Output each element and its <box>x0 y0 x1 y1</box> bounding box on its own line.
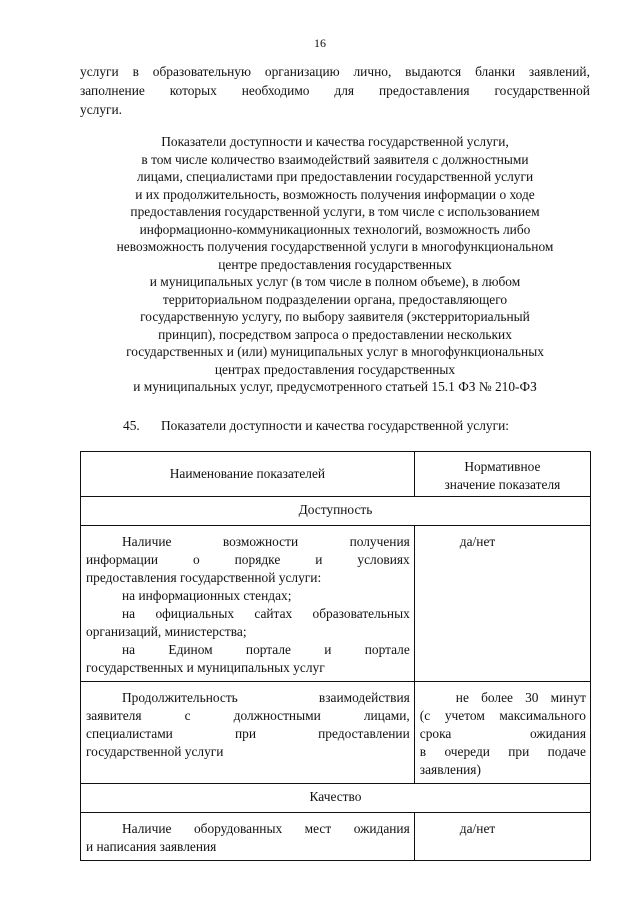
header-indicator-name: Наименование показателей <box>81 452 415 497</box>
word: лицами, <box>363 708 410 723</box>
word: более <box>481 690 513 705</box>
heading-line: территориальном подразделении органа, предоставляющего <box>162 291 508 307</box>
word: на <box>122 606 136 621</box>
word: заявителя <box>86 708 142 723</box>
word: при <box>508 744 530 759</box>
word: заявлений, <box>528 64 590 79</box>
word: в <box>132 64 139 79</box>
text-line <box>86 605 410 623</box>
intro-line <box>80 81 590 100</box>
word: для <box>334 83 355 98</box>
heading-line: и их продолжительность, возможность получения информации о ходе <box>135 186 535 202</box>
word: и <box>315 552 323 567</box>
text-line <box>86 551 410 569</box>
header-line: значение показателя <box>444 477 561 492</box>
heading-line: государственных и (или) муниципальных услуг в многофункциональных <box>126 344 544 359</box>
text-line: предоставления государственной услуги: <box>86 570 322 585</box>
word: (с <box>419 708 431 723</box>
heading-line: центрах предоставления государственных <box>214 361 456 377</box>
word: необходимо <box>241 83 310 98</box>
word: ожидания <box>353 821 410 836</box>
item-title: Показатели доступности и качества государственной услуги: <box>161 418 509 433</box>
category-row <box>81 497 591 526</box>
word: бланки <box>475 64 516 79</box>
heading-line: в том числе количество взаимодействий заявителя с должностными <box>141 151 529 167</box>
header-line: Нормативное <box>464 459 541 474</box>
text-line <box>86 707 410 725</box>
heading-line: принцип), посредством запроса о предоставлении нескольких <box>158 326 512 342</box>
intro-line <box>80 100 590 119</box>
word: которых <box>169 83 217 98</box>
value-cell <box>414 682 590 784</box>
value-line <box>420 725 586 743</box>
word: портале <box>245 642 291 657</box>
text-line <box>86 533 410 551</box>
header-normative-value <box>414 452 590 497</box>
word: услуги <box>80 64 119 79</box>
heading-line: Показатели доступности и качества государственной услуги, <box>161 134 509 149</box>
word: сайтах <box>254 606 293 621</box>
word: условиях <box>357 552 410 567</box>
word: с <box>184 708 191 723</box>
word: получения <box>349 534 410 549</box>
word: о <box>192 552 200 567</box>
word: организацию <box>264 64 340 79</box>
word: минут <box>550 690 586 705</box>
item-number: 45. <box>123 418 140 433</box>
word: не <box>455 690 469 705</box>
table-row <box>81 526 591 682</box>
word: государственной <box>494 83 590 98</box>
word: взаимодействия <box>318 690 410 705</box>
indicators-table <box>80 451 591 861</box>
word: информации <box>86 552 159 567</box>
intro-line <box>80 62 590 81</box>
table-row <box>81 813 591 861</box>
value-text: да/нет <box>459 534 496 549</box>
heading-line: центре предоставления государственных <box>218 256 452 272</box>
word: выдаются <box>405 64 462 79</box>
text-line: государственных и муниципальных услуг <box>86 660 325 675</box>
word: Наличие <box>122 821 172 836</box>
table-row <box>81 682 591 784</box>
word: максимального <box>499 708 586 723</box>
value-line <box>420 743 586 761</box>
word: оборудованных <box>193 821 283 836</box>
value-line: заявления) <box>419 762 481 777</box>
word: лично, <box>353 64 392 79</box>
category-quality: Качество <box>81 784 591 813</box>
category-row <box>81 784 591 813</box>
word: образовательную <box>152 64 252 79</box>
heading-line: и муниципальных услуг (в том числе в полном объеме), в любом <box>149 274 521 289</box>
text-line <box>86 725 410 743</box>
text-line: организаций, министерства; <box>86 624 247 639</box>
intro-paragraph <box>80 62 590 119</box>
word: срока <box>419 726 452 741</box>
text-line <box>86 689 410 707</box>
value-cell <box>414 526 590 682</box>
value-line <box>420 689 586 707</box>
word: услуги. <box>80 102 123 117</box>
word: предоставлении <box>318 726 410 741</box>
word: ожидания <box>529 726 586 741</box>
category-access: Доступность <box>81 497 591 526</box>
text-line: государственной услуги <box>86 744 224 759</box>
word: 30 <box>525 690 539 705</box>
heading-line: лицами, специалистами при предоставлении государственной услуги <box>136 169 534 184</box>
text-line <box>86 641 410 659</box>
word: и <box>324 642 332 657</box>
word: подаче <box>547 744 586 759</box>
value-line <box>420 707 586 725</box>
word: специалистами <box>86 726 173 741</box>
word: мест <box>304 821 332 836</box>
text-line: и написания заявления <box>86 839 217 854</box>
word: при <box>234 726 256 741</box>
word: портале <box>364 642 410 657</box>
text-line <box>86 820 410 838</box>
heading-line: государственную услугу, по выбору заявителя (экстерриториальный <box>140 309 530 324</box>
indicator-cell <box>81 813 415 861</box>
heading-line: предоставления государственной услуги, в том числе с использованием <box>130 204 540 219</box>
word: образовательных <box>312 606 410 621</box>
heading-line: и муниципальных услуг, предусмотренного статьей 15.1 ФЗ № 210-ФЗ <box>133 379 537 394</box>
heading-line: невозможность получения государственной услуги в многофункциональном <box>116 239 554 254</box>
word: предоставления <box>378 83 470 98</box>
indicator-cell <box>81 526 415 682</box>
text-line: на информационных стендах; <box>122 588 292 603</box>
numbered-item-title <box>123 418 509 434</box>
heading-line: информационно-коммуникационных технологий, возможность либо <box>139 221 531 237</box>
page-number: 16 <box>314 36 326 50</box>
word: официальных <box>155 606 235 621</box>
word: на <box>122 642 136 657</box>
table-header-row <box>81 452 591 497</box>
word: порядке <box>234 552 281 567</box>
word: заполнение <box>80 83 145 98</box>
word: Наличие <box>122 534 172 549</box>
value-text: да/нет <box>459 821 496 836</box>
value-cell <box>414 813 590 861</box>
word: учетом <box>444 708 485 723</box>
word: должностными <box>233 708 321 723</box>
section-heading <box>75 133 595 396</box>
word: в <box>419 744 427 759</box>
word: Едином <box>168 642 213 657</box>
word: очереди <box>444 744 490 759</box>
indicator-cell <box>81 682 415 784</box>
word: возможности <box>222 534 299 549</box>
word: Продолжительность <box>122 690 238 705</box>
